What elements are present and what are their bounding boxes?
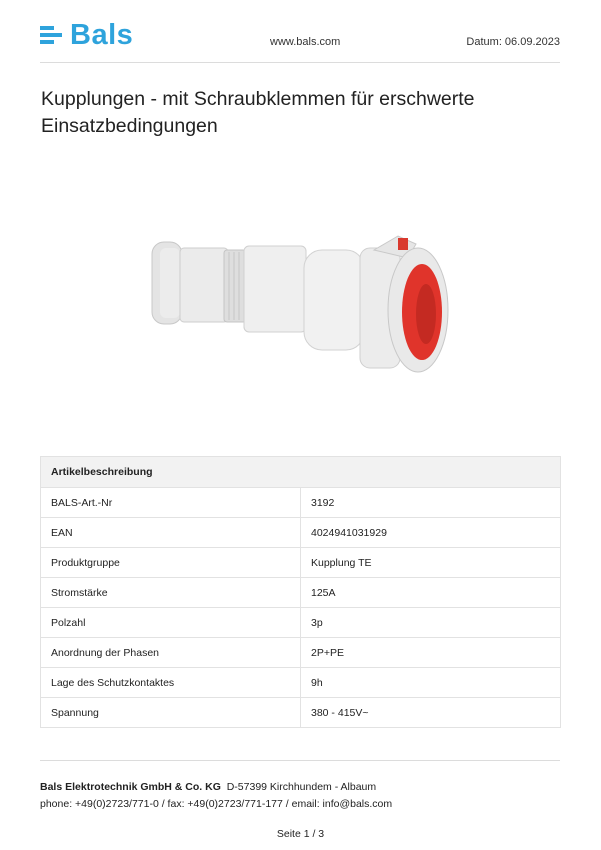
spec-value: 125A: [301, 578, 561, 608]
logo-mark-icon: [40, 23, 64, 47]
spec-label: BALS-Art.-Nr: [41, 488, 301, 518]
logo-text: Bals: [70, 18, 134, 51]
spec-value: 3192: [301, 488, 561, 518]
spec-value: 4024941031929: [301, 518, 561, 548]
spec-value: 9h: [301, 668, 561, 698]
table-row: [41, 668, 561, 698]
table-row: [41, 548, 561, 578]
company-name: Bals Elektrotechnik GmbH & Co. KG: [40, 781, 221, 793]
spec-table-heading: Artikelbeschreibung: [41, 457, 561, 488]
table-row: [41, 698, 561, 728]
spec-label: Lage des Schutzkontaktes: [41, 668, 301, 698]
website-link[interactable]: www.bals.com: [270, 36, 341, 48]
table-row: [41, 578, 561, 608]
spec-label: Produktgruppe: [41, 548, 301, 578]
page-footer: [40, 779, 392, 813]
footer-company-line: [40, 779, 392, 796]
table-row: [41, 608, 561, 638]
company-address: D-57399 Kirchhundem - Albaum: [226, 781, 377, 793]
spec-table: [40, 456, 561, 728]
spec-label: Anordnung der Phasen: [41, 638, 301, 668]
footer-divider: [40, 760, 560, 761]
spec-value: 3p: [301, 608, 561, 638]
page-number: Seite 1 / 3: [276, 828, 325, 840]
product-image: [146, 228, 458, 378]
table-row: [41, 638, 561, 668]
document-date: Datum: 06.09.2023: [466, 36, 560, 48]
footer-contact: phone: +49(0)2723/771-0 / fax: +49(0)2723/771-177 / email: info@bals.com: [40, 798, 393, 810]
spec-label: Polzahl: [41, 608, 301, 638]
table-row: [41, 488, 561, 518]
spec-label: EAN: [41, 518, 301, 548]
spec-value: 380 - 415V~: [301, 698, 561, 728]
spec-label: Stromstärke: [41, 578, 301, 608]
spec-label: Spannung: [41, 698, 301, 728]
spec-value: 2P+PE: [301, 638, 561, 668]
page-header: [40, 18, 560, 63]
table-row: [41, 518, 561, 548]
page-title: Kupplungen - mit Schraubklemmen für erschwerte Einsatzbedingungen: [41, 88, 475, 137]
bals-logo[interactable]: [40, 20, 133, 50]
spec-value: Kupplung TE: [301, 548, 561, 578]
